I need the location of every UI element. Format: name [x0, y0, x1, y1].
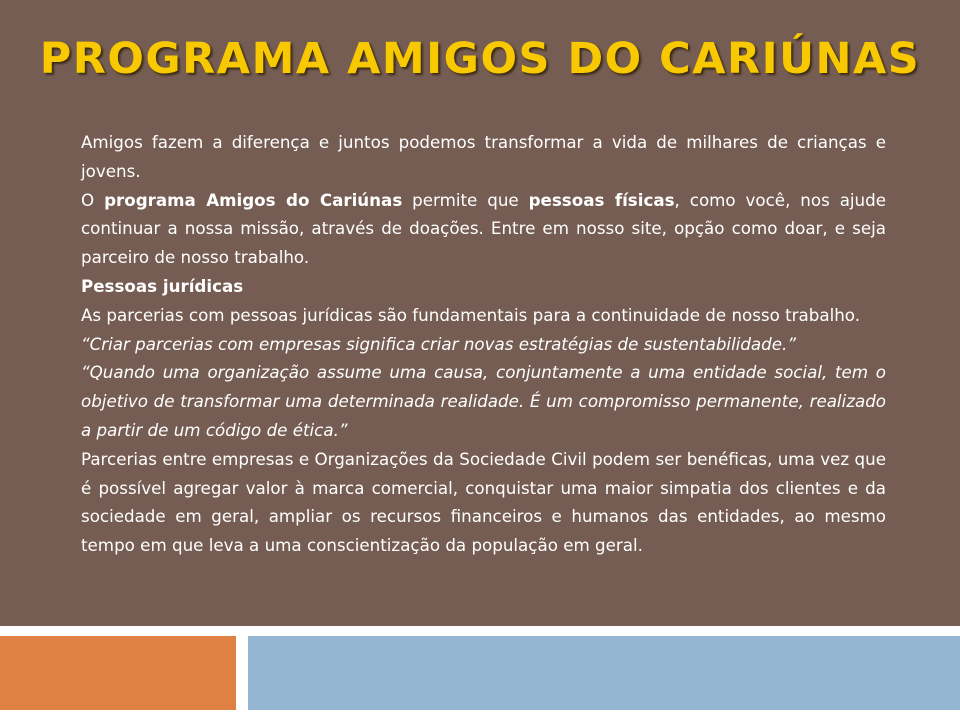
- slide-title: PROGRAMA AMIGOS DO CARIÚNAS: [39, 34, 921, 84]
- program-name-bold: programa Amigos do Cariúnas: [104, 189, 403, 210]
- text-segment: O: [81, 189, 105, 210]
- individuals-bold: pessoas físicas: [528, 189, 675, 210]
- paragraph-individuals: [81, 186, 886, 272]
- paragraph-partnerships: Parcerias entre empresas e Organizações da Sociedade Civil podem ser benéficas, uma vez que é possível agregar valor à marca comercial, conquistar uma maior simpatia dos clientes e da sociedade em geral, ampliar os recursos financeiros e humanos das entidades, ao mesmo tempo em que leva a uma conscientização da população em geral.: [81, 448, 886, 556]
- paragraph-intro: Amigos fazem a diferença e juntos podemos transformar a vida de milhares de crianças e jovens.: [81, 132, 886, 181]
- section-heading: [81, 272, 886, 301]
- slide-body-text: [81, 128, 886, 560]
- quote-organization: “Quando uma organização assume uma causa, conjuntamente a uma entidade social, tem o objetivo de transformar uma determinada realidade. É um compromisso permanente, realizado a partir de um código de ética.”: [81, 362, 886, 440]
- decorative-orange-bar: [0, 636, 236, 710]
- paragraph-companies: As parcerias com pessoas jurídicas são fundamentais para a continuidade de nosso trabalho.: [81, 304, 861, 325]
- text-segment: permite que: [402, 189, 529, 210]
- quote-sustainability: “Criar parcerias com empresas significa criar novas estratégias de sustentabilidade.”: [81, 333, 796, 354]
- section-heading-text: Pessoas jurídicas: [81, 275, 244, 296]
- text-segment: , como você, nos ajude continuar a nossa missão, através de doações. Entre em nosso site, opção como doar, e seja parceiro de nosso trabalho.: [81, 189, 886, 268]
- decorative-blue-bar: [248, 636, 960, 710]
